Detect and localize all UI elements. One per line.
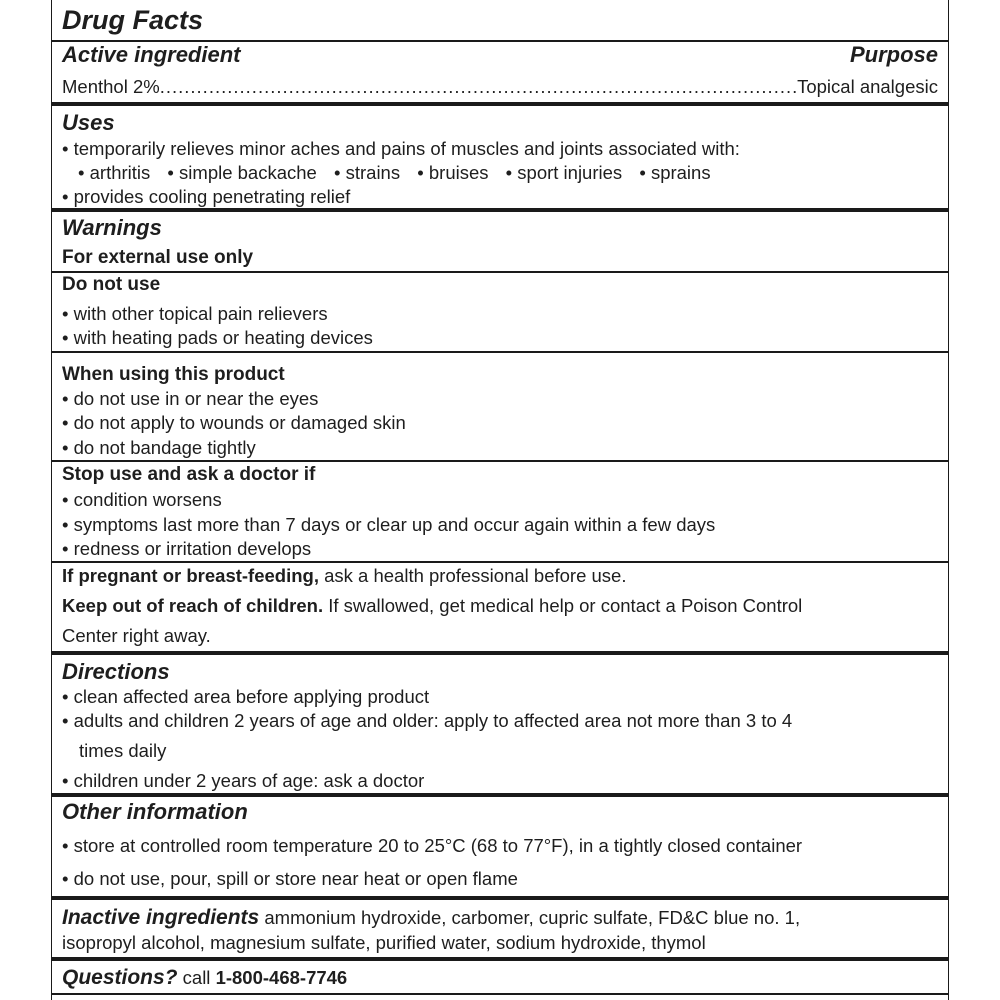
children-warning-bold: Keep out of reach of children.	[62, 595, 324, 616]
inactive-ingredients	[62, 906, 938, 930]
active-ingredient-row	[62, 75, 938, 99]
uses-sub-list	[78, 161, 938, 185]
directions-item: • adults and children 2 years of age and older: apply to affected area not more than 3 to 4	[62, 709, 938, 733]
stop-use-item: • condition worsens	[62, 488, 938, 512]
uses-sub-item: • bruises	[417, 162, 488, 183]
questions-phone: 1-800-468-7746	[215, 967, 348, 988]
active-ingredient-heading: Active ingredient	[62, 42, 241, 67]
divider	[52, 561, 948, 563]
dot-leader	[160, 75, 797, 99]
when-using-heading: When using this product	[62, 364, 285, 385]
when-using-item: • do not bandage tightly	[62, 436, 938, 460]
divider-thick	[52, 957, 948, 961]
uses-sub-item: • strains	[334, 162, 400, 183]
directions-heading: Directions	[62, 659, 170, 684]
pregnancy-warning-text: ask a health professional before use.	[324, 565, 627, 586]
stop-use-heading: Stop use and ask a doctor if	[62, 464, 316, 485]
drug-facts-label	[51, 0, 949, 1000]
questions-call: call	[182, 967, 211, 988]
divider-thick	[52, 651, 948, 655]
when-using-item: • do not apply to wounds or damaged skin	[62, 411, 938, 435]
divider-thick	[52, 208, 948, 212]
pregnancy-warning-bold: If pregnant or breast-feeding,	[62, 565, 319, 586]
inactive-ingredients-heading: Inactive ingredients	[62, 906, 260, 929]
purpose-heading: Purpose	[849, 42, 938, 67]
page-title: Drug Facts	[62, 5, 204, 35]
divider	[52, 351, 948, 353]
do-not-use-heading: Do not use	[62, 274, 161, 295]
uses-sub-item: • simple backache	[167, 162, 316, 183]
questions-heading: Questions?	[62, 966, 178, 989]
do-not-use-item: • with other topical pain relievers	[62, 302, 938, 326]
uses-sub-item: • arthritis	[78, 162, 150, 183]
divider	[52, 460, 948, 462]
uses-sub-item: • sprains	[639, 162, 710, 183]
questions-line	[62, 966, 938, 990]
stop-use-item: • symptoms last more than 7 days or clear up and occur again within a few days	[62, 513, 938, 537]
inactive-ingredients-text: ammonium hydroxide, carbomer, cupric sulfate, FD&C blue no. 1,	[264, 907, 801, 928]
pregnancy-warning	[62, 564, 938, 588]
other-information-heading: Other information	[62, 799, 248, 824]
directions-item: • children under 2 years of age: ask a doctor	[62, 769, 938, 793]
divider-thick	[52, 896, 948, 900]
children-warning-continued: Center right away.	[62, 625, 211, 646]
divider	[52, 993, 948, 995]
active-ingredient-header	[62, 42, 938, 68]
inactive-ingredients-continued: isopropyl alcohol, magnesium sulfate, purified water, sodium hydroxide, thymol	[62, 932, 706, 953]
do-not-use-item: • with heating pads or heating devices	[62, 326, 938, 350]
active-ingredient-purpose: Topical analgesic	[797, 76, 938, 97]
divider-thick	[52, 793, 948, 797]
uses-item: • provides cooling penetrating relief	[62, 185, 938, 209]
when-using-item: • do not use in or near the eyes	[62, 387, 938, 411]
children-warning	[62, 594, 938, 618]
uses-item: • temporarily relieves minor aches and pains of muscles and joints associated with:	[62, 137, 938, 161]
divider-thick	[52, 102, 948, 106]
uses-heading: Uses	[62, 110, 115, 135]
stop-use-item: • redness or irritation develops	[62, 537, 938, 561]
children-warning-text: If swallowed, get medical help or contact a Poison Control	[328, 595, 803, 616]
warnings-heading: Warnings	[62, 215, 162, 240]
other-information-item: • do not use, pour, spill or store near heat or open flame	[62, 867, 938, 891]
external-use-notice: For external use only	[62, 247, 254, 268]
active-ingredient-name: Menthol 2%	[62, 76, 160, 97]
other-information-item: • store at controlled room temperature 20 to 25°C (68 to 77°F), in a tightly closed container	[62, 834, 938, 858]
directions-item: • clean affected area before applying product	[62, 685, 938, 709]
uses-sub-item: • sport injuries	[506, 162, 623, 183]
directions-item-continued: times daily	[79, 740, 167, 761]
